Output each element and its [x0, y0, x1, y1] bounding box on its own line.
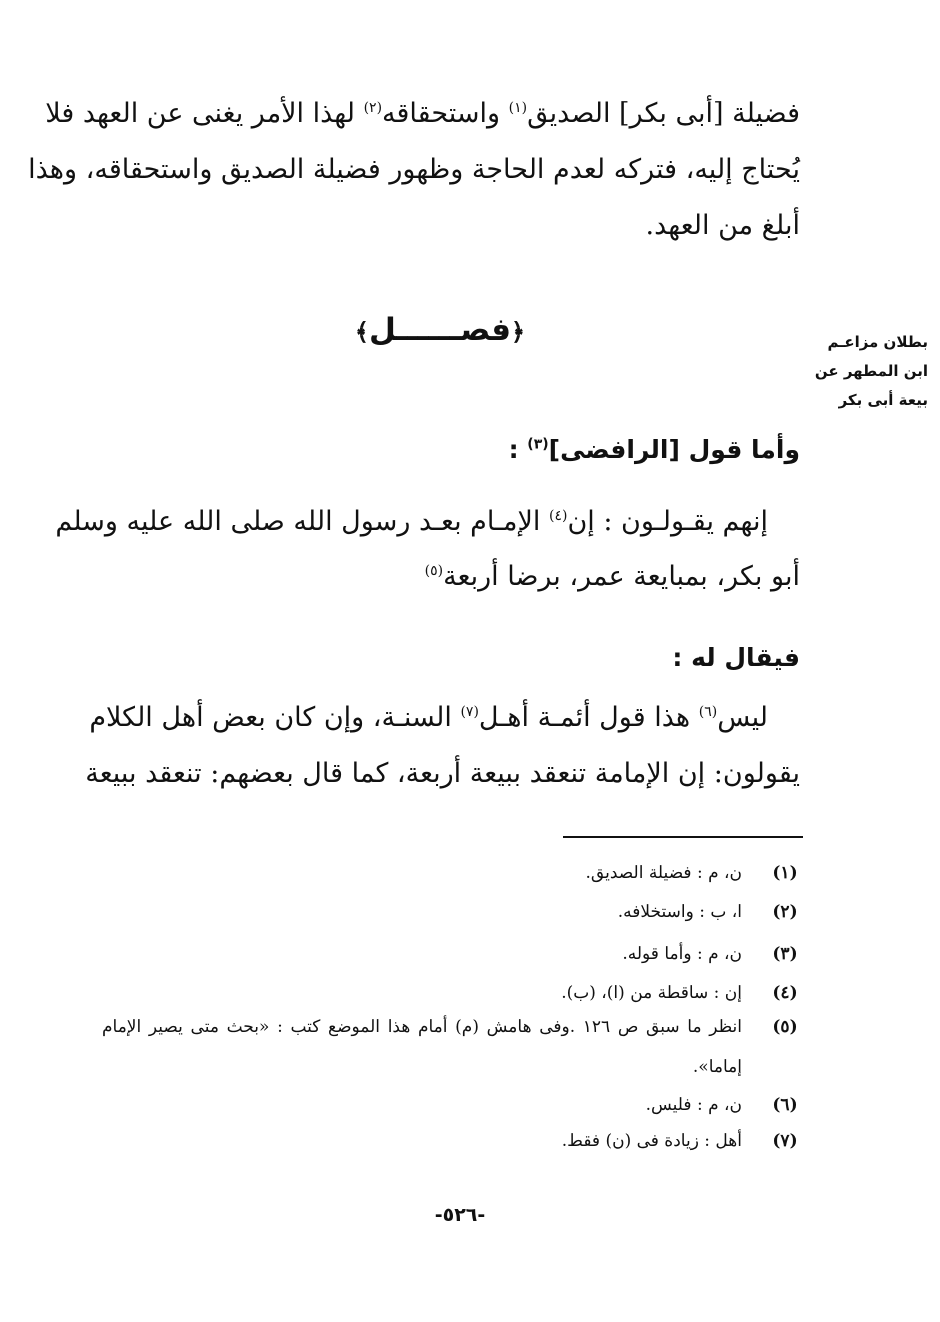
- reply-line-1: ليس$^{(٦)}$ هذا قول أئمـة أهـل$^{(٧)}$ السنـة، وإن كان بعض أهل الكلام: [89, 702, 768, 733]
- claim-line-2: أبو بكر، بمبايعة عمر، برضا أربعة$^{(٥)}$: [424, 561, 800, 592]
- intro-line-1: فضيلة [أبى بكر] الصديق$^{(١)}$ واستحقاقه$^{(٢)}$ لهذا الأمر يغنى عن العهد فلا: [45, 98, 800, 129]
- quote-intro: وأما قول [الرافضى]$^{(٣)}$ :: [508, 435, 800, 464]
- footnote-number: (٤): [772, 983, 798, 1003]
- footnote-number: (١): [772, 863, 798, 883]
- footnote-ref-1[interactable]: (١): [508, 100, 528, 116]
- intro-line-3: أبلغ من العهد.: [645, 210, 800, 241]
- footnote-ref-6[interactable]: (٦): [698, 704, 718, 720]
- margin-note-line-1: بطلان مزاعـم: [827, 333, 928, 351]
- footnote-number: (٥): [772, 1017, 798, 1037]
- ornament-left-icon: ﴾: [354, 318, 369, 346]
- footnote-ref-3[interactable]: (٣): [527, 436, 549, 453]
- footnote-separator: [563, 836, 803, 838]
- footnote-text: ن، م : وأما قوله.: [622, 944, 742, 964]
- reply-line-2: يقولون: إن الإمامة تنعقد ببيعة أربعة، كما قال بعضهم: تنعقد ببيعة: [85, 758, 800, 789]
- footnote-ref-7[interactable]: (٧): [460, 704, 479, 720]
- footnote-text: ن، م : فضيلة الصديق.: [585, 863, 742, 883]
- footnote-text: ن، م : فليس.: [645, 1095, 742, 1115]
- ornament-right-icon: ﴿: [511, 318, 526, 346]
- footnote-text: أهل : زيادة فى (ن) فقط.: [561, 1131, 742, 1151]
- margin-note: [808, 328, 928, 415]
- section-heading: [340, 302, 540, 358]
- footnote-number: (٧): [772, 1131, 798, 1151]
- margin-note-line-3: بيعة أبى بكر: [838, 391, 928, 409]
- footnote-ref-5[interactable]: (٥): [424, 563, 444, 579]
- footnote-ref-2[interactable]: (٢): [363, 100, 383, 116]
- footnote-ref-4[interactable]: (٤): [548, 508, 568, 524]
- margin-note-line-2: ابن المطهر عن: [814, 362, 928, 380]
- section-title: فصــــــل: [368, 312, 512, 348]
- claim-line-1: إنهم يقـولـون : إن$^{(٤)}$ الإمـام بعـد رسول الله صلى الله عليه وسلم: [55, 506, 768, 537]
- footnote-5-continuation: إماما».: [692, 1057, 742, 1077]
- reply-intro: فيقال له :: [672, 643, 800, 672]
- intro-line-2: يُحتاج إليه، فتركه لعدم الحاجة وظهور فضيلة الصديق واستحقاقه، وهذا: [28, 154, 800, 185]
- footnote-number: (٢): [772, 902, 798, 922]
- footnote-number: (٣): [772, 944, 798, 964]
- footnote-text: إن : ساقطة من (ا)، (ب).: [561, 983, 742, 1003]
- page-number: -٥٢٦-: [434, 1204, 486, 1226]
- footnote-number: (٦): [772, 1095, 798, 1115]
- footnote-text: ا، ب : واستخلافه.: [617, 902, 742, 922]
- footnote-text: انظر ما سبق ص ١٢٦ .وفى هامش (م) أمام هذا الموضع كتب : «بحث متى يصير الإمام: [102, 1017, 742, 1037]
